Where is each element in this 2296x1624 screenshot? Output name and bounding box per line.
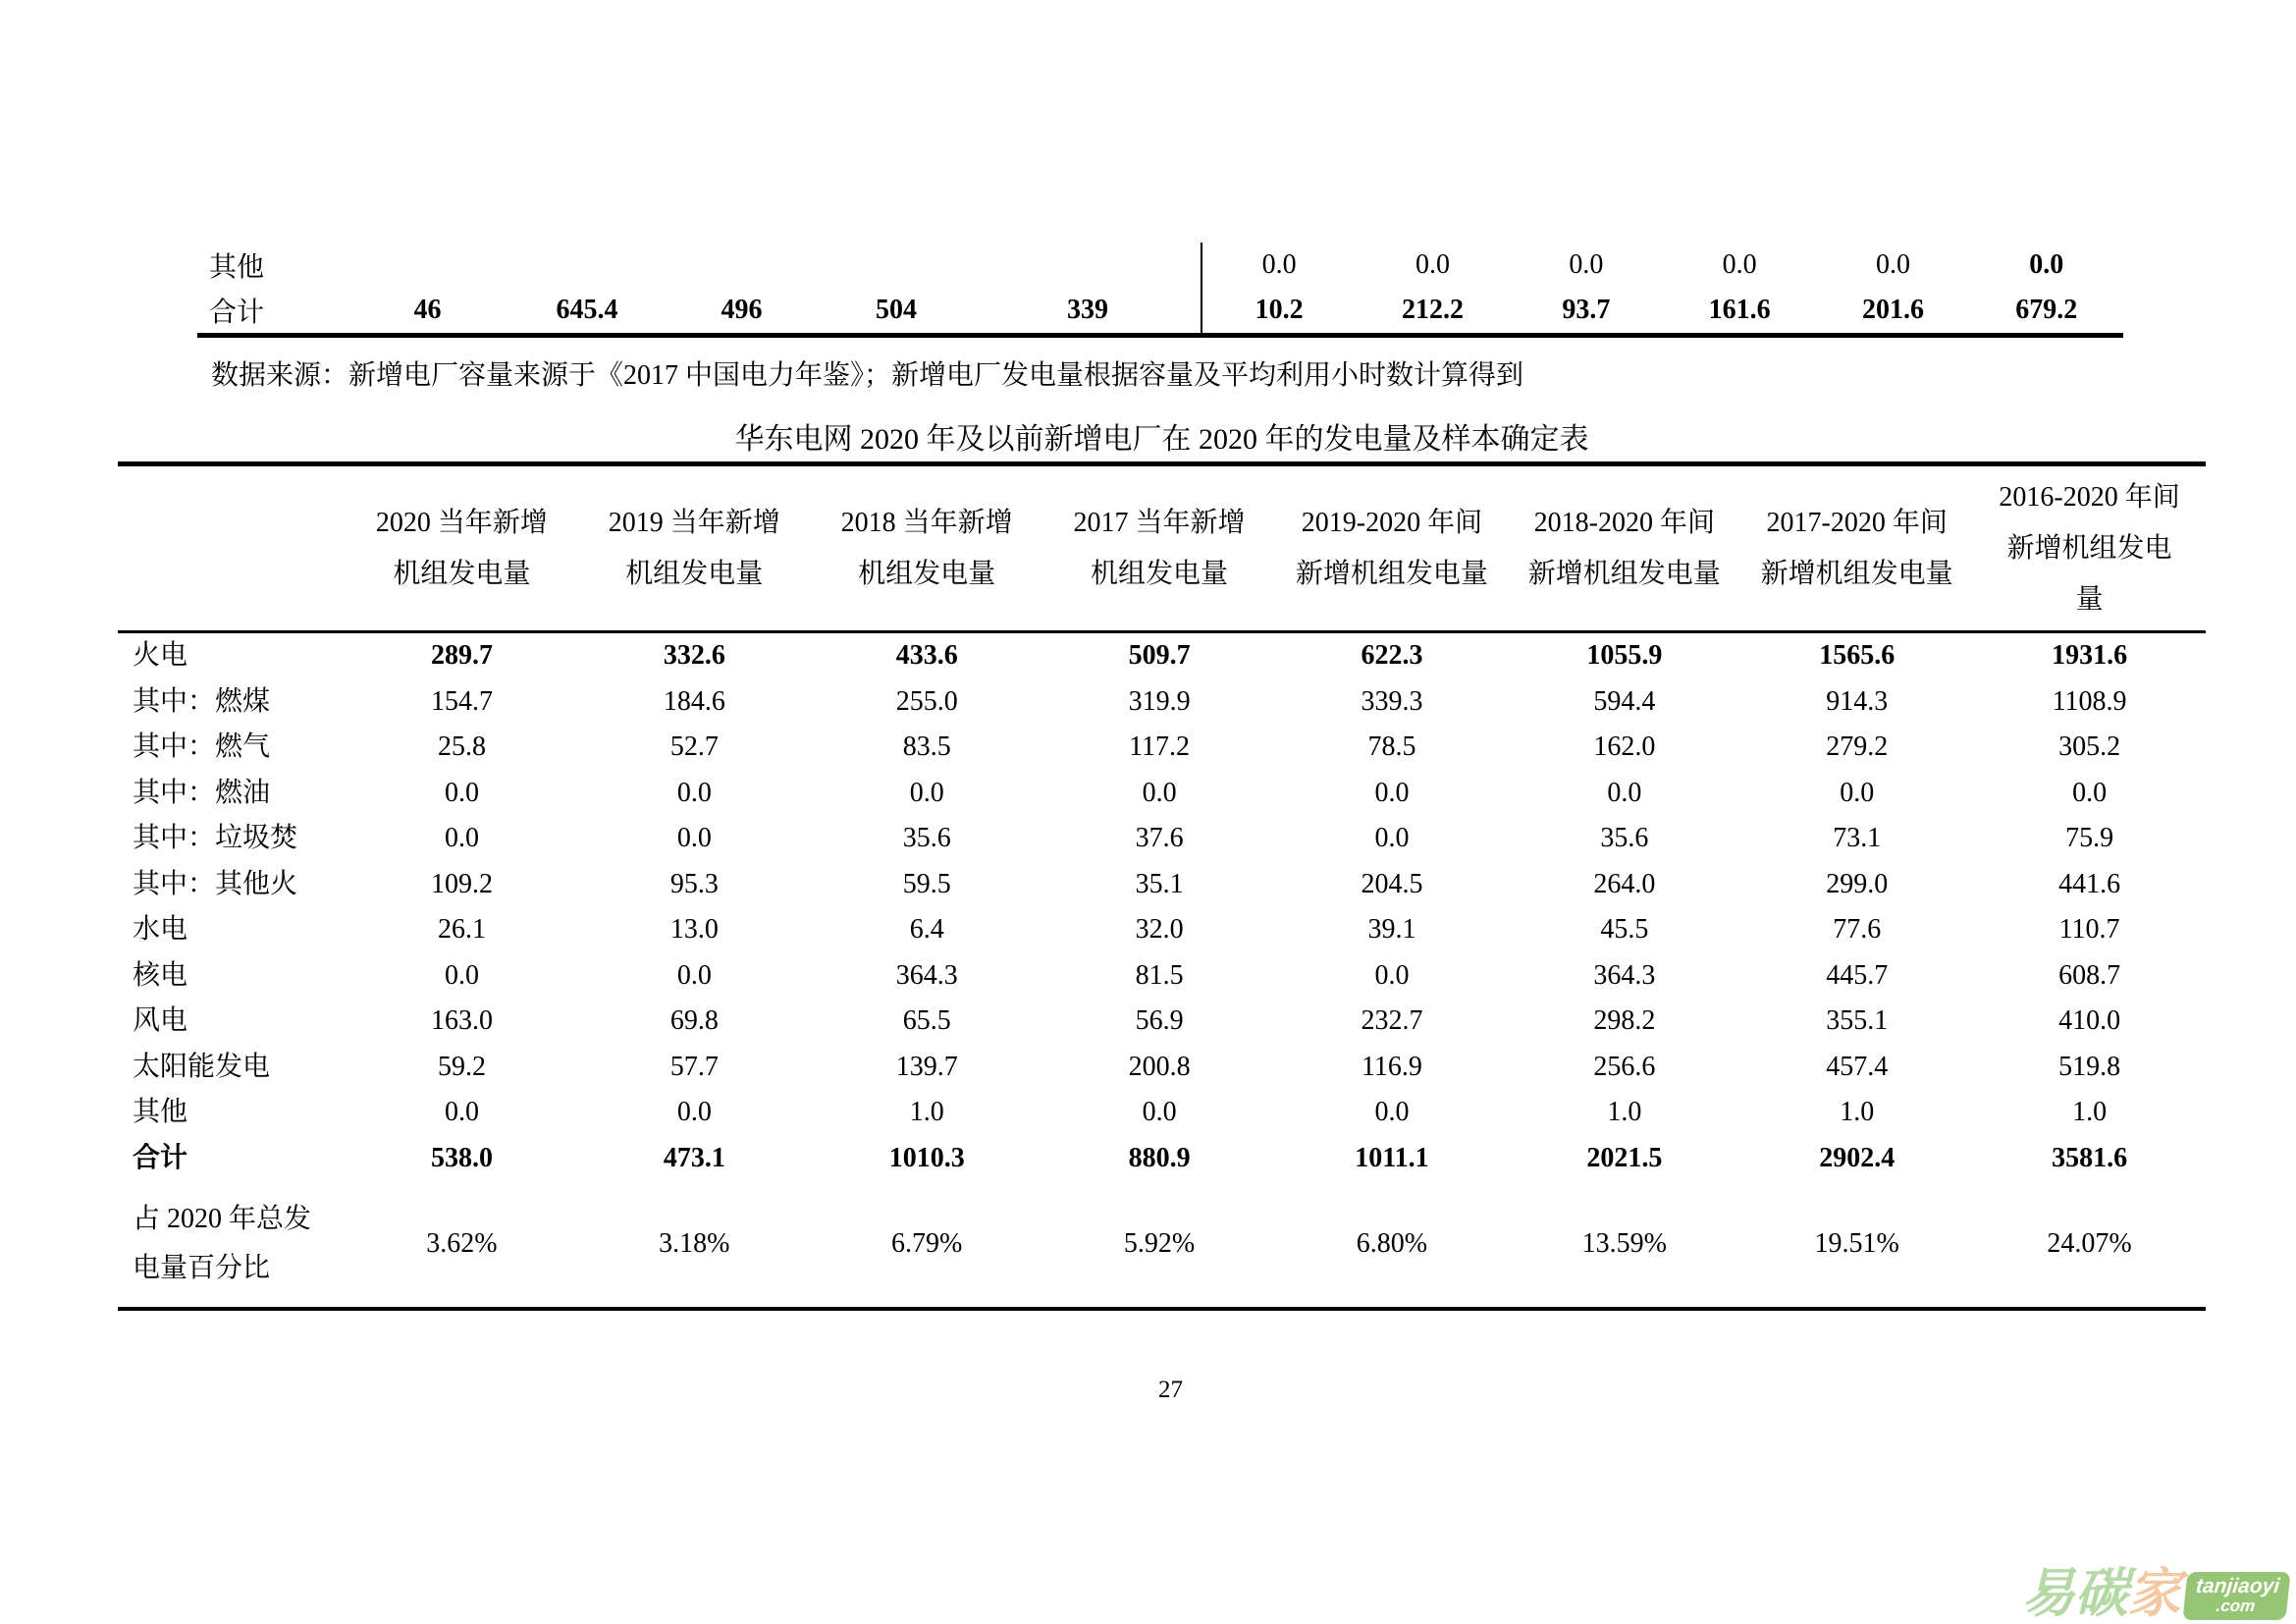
table-cell: 204.5 [1361,868,1423,899]
table-row [118,1045,2206,1091]
table-cell: 109.2 [430,868,493,899]
column-header-line: 2018-2020 年间 [1533,507,1715,538]
table-cell: 410.0 [2058,1005,2121,1037]
table-row [118,1136,2206,1182]
table-row [118,862,2206,908]
table-cell: 1.0 [1607,1097,1642,1128]
table-cell: 0.0 [1374,1097,1410,1128]
column-header-line: 2019 当年新增 [608,507,780,538]
table-cell: 77.6 [1833,914,1882,946]
row-label: 其中：燃煤 [133,685,271,717]
table-row [118,1090,2206,1136]
column-header [1043,466,1276,630]
column-header [1276,466,1509,630]
table-cell: 0.0 [1607,777,1642,808]
column-header-line: 2017 当年新增 [1073,507,1246,538]
column-header-line: 2016-2020 年间 [1999,481,2180,513]
table-cell: 0.0 [1142,777,1177,808]
table-cell: 0.0 [676,1097,712,1128]
table-cell: 35.1 [1135,868,1184,899]
source-note: 数据来源：新增电厂容量来源于《2017 中国电力年鉴》；新增电厂发电量根据容量及平均利用小时数计算得到 [211,360,1524,391]
table-cell: 594.4 [1593,685,1656,717]
row-label: 其中：垃圾焚 [133,823,298,854]
row-label: 其中：燃气 [133,731,271,763]
table-cell: 117.2 [1129,731,1191,763]
column-header-line: 机组发电量 [1091,558,1229,589]
table-cell: 3.18% [659,1228,730,1259]
table-cell: 3581.6 [2052,1142,2128,1173]
table-cell: 154.7 [430,685,493,717]
row-label [118,1195,346,1293]
table-cell: 608.7 [2058,959,2121,991]
table-cell: 83.5 [902,731,951,763]
table-cell: 5.92% [1123,1228,1196,1259]
table-cell: 0.0 [676,823,712,854]
table-cell: 162.0 [1593,731,1656,763]
table-cell: 6.4 [909,914,944,946]
column-header-line: 新增机组发电 [2006,532,2172,564]
main-table [118,461,2206,1311]
row-label: 合计 [133,1142,188,1173]
table-cell: 0.0 [909,777,944,808]
table-cell: 163.0 [430,1005,493,1037]
column-header [346,466,578,630]
table-cell: 0.0 [444,777,479,808]
table-cell: 298.2 [1593,1005,1656,1037]
table-row [118,771,2206,817]
row-label-line: 占 2020 年总发 [133,1204,312,1234]
table-cell: 1108.9 [2052,685,2127,717]
table-cell: 256.6 [1593,1051,1656,1082]
table-cell: 0.0 [676,959,712,991]
table-cell: 59.2 [437,1051,486,1082]
table-cell: 73.1 [1833,823,1882,854]
table-cell: 0.0 [676,777,712,808]
table-cell: 110.7 [2058,914,2120,946]
table-cell: 69.8 [669,1005,719,1037]
table-cell: 1.0 [1840,1097,1875,1128]
table-cell: 504 [876,295,917,325]
table-row [118,816,2206,862]
column-header [1740,466,1973,630]
top-table-body [197,243,2123,333]
table-cell: 6.79% [891,1228,963,1259]
table-cell: 457.4 [1826,1051,1889,1082]
table-cell: 2021.5 [1586,1142,1663,1173]
table-cell: 13.59% [1581,1228,1667,1259]
table-cell: 332.6 [663,640,725,672]
table-cell: 0.0 [444,823,479,854]
table-cell: 0.0 [2029,249,2064,280]
row-label: 合计 [209,298,265,328]
row-label: 其中：燃油 [133,777,271,808]
right-column-group [1201,243,2123,288]
row-label: 其中：其他火 [133,868,298,899]
table-cell: 232.7 [1361,1005,1423,1037]
table-cell: 75.9 [2065,823,2114,854]
row-label: 太阳能发电 [133,1051,271,1082]
column-header [1973,466,2206,630]
table-cell: 35.6 [1600,823,1649,854]
table-cell: 39.1 [1367,914,1416,946]
table-cell: 355.1 [1826,1005,1889,1037]
table-cell: 0.0 [1374,777,1410,808]
table-cell: 0.0 [444,959,479,991]
watermark-badge [2182,1572,2290,1620]
column-header-line: 2020 当年新增 [375,507,548,538]
table-cell: 139.7 [895,1051,958,1082]
table-cell: 19.51% [1814,1228,1899,1259]
watermark-logo [2021,1564,2288,1623]
table-cell: 52.7 [669,731,719,763]
top-table-row [197,243,2123,288]
table-cell: 59.5 [902,868,951,899]
table-cell: 364.3 [895,959,958,991]
table-cell: 45.5 [1600,914,1649,946]
table-row [118,1181,2206,1307]
table-cell: 445.7 [1826,959,1889,991]
row-label: 其他 [209,252,265,283]
row-label-line: 电量百分比 [133,1253,271,1283]
table-cell: 0.0 [1569,249,1604,280]
column-header [1508,466,1740,630]
table-cell: 116.9 [1361,1051,1422,1082]
table-cell: 46 [413,295,442,325]
table-cell: 201.6 [1861,295,1924,325]
table-cell: 1931.6 [2052,640,2128,672]
table-cell: 32.0 [1135,914,1184,946]
main-table-header [118,466,2206,633]
row-label: 其他 [133,1097,188,1128]
table-row [118,679,2206,726]
table-cell: 305.2 [2058,731,2121,763]
table-cell: 13.0 [669,914,719,946]
table-cell: 0.0 [1840,777,1875,808]
table-cell: 1565.6 [1819,640,1896,672]
table-cell: 289.7 [430,640,493,672]
column-header [811,466,1043,630]
table-cell: 95.3 [669,868,719,899]
table-cell: 1055.9 [1586,640,1663,672]
table-cell: 0.0 [1722,249,1757,280]
main-table-body [118,633,2206,1307]
table-row [118,907,2206,953]
table-cell: 914.3 [1826,685,1889,717]
table-cell: 433.6 [895,640,958,672]
table-row [118,725,2206,771]
table-cell: 0.0 [1415,249,1450,280]
table-cell: 264.0 [1593,868,1656,899]
column-header-line: 2017-2020 年间 [1766,507,1948,538]
table-cell: 10.2 [1255,295,1304,325]
table-cell: 3.62% [426,1228,498,1259]
column-header [578,466,811,630]
table-cell: 319.9 [1128,685,1191,717]
watermark-badge-line1: tanjiaoyi [2194,1575,2281,1597]
table-cell: 299.0 [1826,868,1889,899]
watermark-badge-line2: .com [2215,1597,2257,1615]
table-cell: 255.0 [895,685,958,717]
table-cell: 200.8 [1128,1051,1191,1082]
table-cell: 496 [721,295,763,325]
table-cell: 0.0 [1374,823,1410,854]
table-cell: 184.6 [663,685,725,717]
row-label: 核电 [133,959,188,991]
table-cell: 1.0 [2072,1097,2108,1128]
table-cell: 0.0 [1374,959,1410,991]
table-cell: 538.0 [430,1142,493,1173]
table-cell: 364.3 [1593,959,1656,991]
table-cell: 26.1 [437,914,486,946]
column-header-line: 新增机组发电量 [1760,558,1953,589]
table-cell: 0.0 [1261,249,1297,280]
main-table-title: 华东电网 2020 年及以前新增电厂在 2020 年的发电量及样本确定表 [734,423,1589,456]
header-label-spacer [118,466,346,630]
table-row [118,953,2206,1000]
table-cell: 35.6 [902,823,951,854]
table-cell: 622.3 [1361,640,1423,672]
row-label: 风电 [133,1005,188,1037]
row-label: 火电 [133,640,188,672]
column-header-line: 新增机组发电量 [1295,558,1488,589]
table-cell: 441.6 [2058,868,2121,899]
table-cell: 212.2 [1401,295,1464,325]
table-cell: 1011.1 [1355,1142,1429,1173]
right-column-group [1201,288,2123,333]
table-cell: 0.0 [1142,1097,1177,1128]
table-cell: 161.6 [1708,295,1771,325]
table-cell: 93.7 [1562,295,1611,325]
table-cell: 679.2 [2015,295,2078,325]
table-row [118,999,2206,1045]
table-cell: 645.4 [556,295,618,325]
table-cell: 0.0 [1875,249,1910,280]
table-cell: 57.7 [669,1051,719,1082]
table-cell: 6.80% [1356,1228,1428,1259]
table-cell: 56.9 [1135,1005,1184,1037]
table-cell: 339.3 [1361,685,1423,717]
top-table [197,243,2123,338]
table-cell: 65.5 [902,1005,951,1037]
table-cell: 880.9 [1128,1142,1191,1173]
table-cell: 2902.4 [1819,1142,1896,1173]
column-header-line: 新增机组发电量 [1527,558,1721,589]
table-cell: 519.8 [2058,1051,2121,1082]
table-cell: 81.5 [1135,959,1184,991]
column-header-line: 机组发电量 [393,558,531,589]
column-header-line: 机组发电量 [625,558,764,589]
column-header-line: 2018 当年新增 [840,507,1013,538]
page-number: 27 [1158,1377,1183,1403]
table-cell: 339 [1067,295,1108,325]
column-header-line: 量 [2075,583,2104,615]
top-table-row [197,288,2123,333]
column-header-line: 2019-2020 年间 [1301,507,1483,538]
table-cell: 0.0 [2072,777,2108,808]
table-row [118,633,2206,679]
table-cell: 1.0 [909,1097,944,1128]
watermark-orange-text: 家 [2127,1564,2181,1623]
column-header-line: 机组发电量 [858,558,996,589]
table-cell: 37.6 [1135,823,1184,854]
table-cell: 279.2 [1826,731,1889,763]
table-cell: 25.8 [437,731,486,763]
table-cell: 0.0 [444,1097,479,1128]
watermark-green-text: 易碳 [2021,1564,2128,1623]
table-cell: 509.7 [1128,640,1191,672]
table-cell: 1010.3 [888,1142,965,1173]
table-cell: 473.1 [663,1142,725,1173]
row-label: 水电 [133,914,188,946]
table-cell: 78.5 [1367,731,1416,763]
table-cell: 24.07% [2047,1228,2132,1259]
